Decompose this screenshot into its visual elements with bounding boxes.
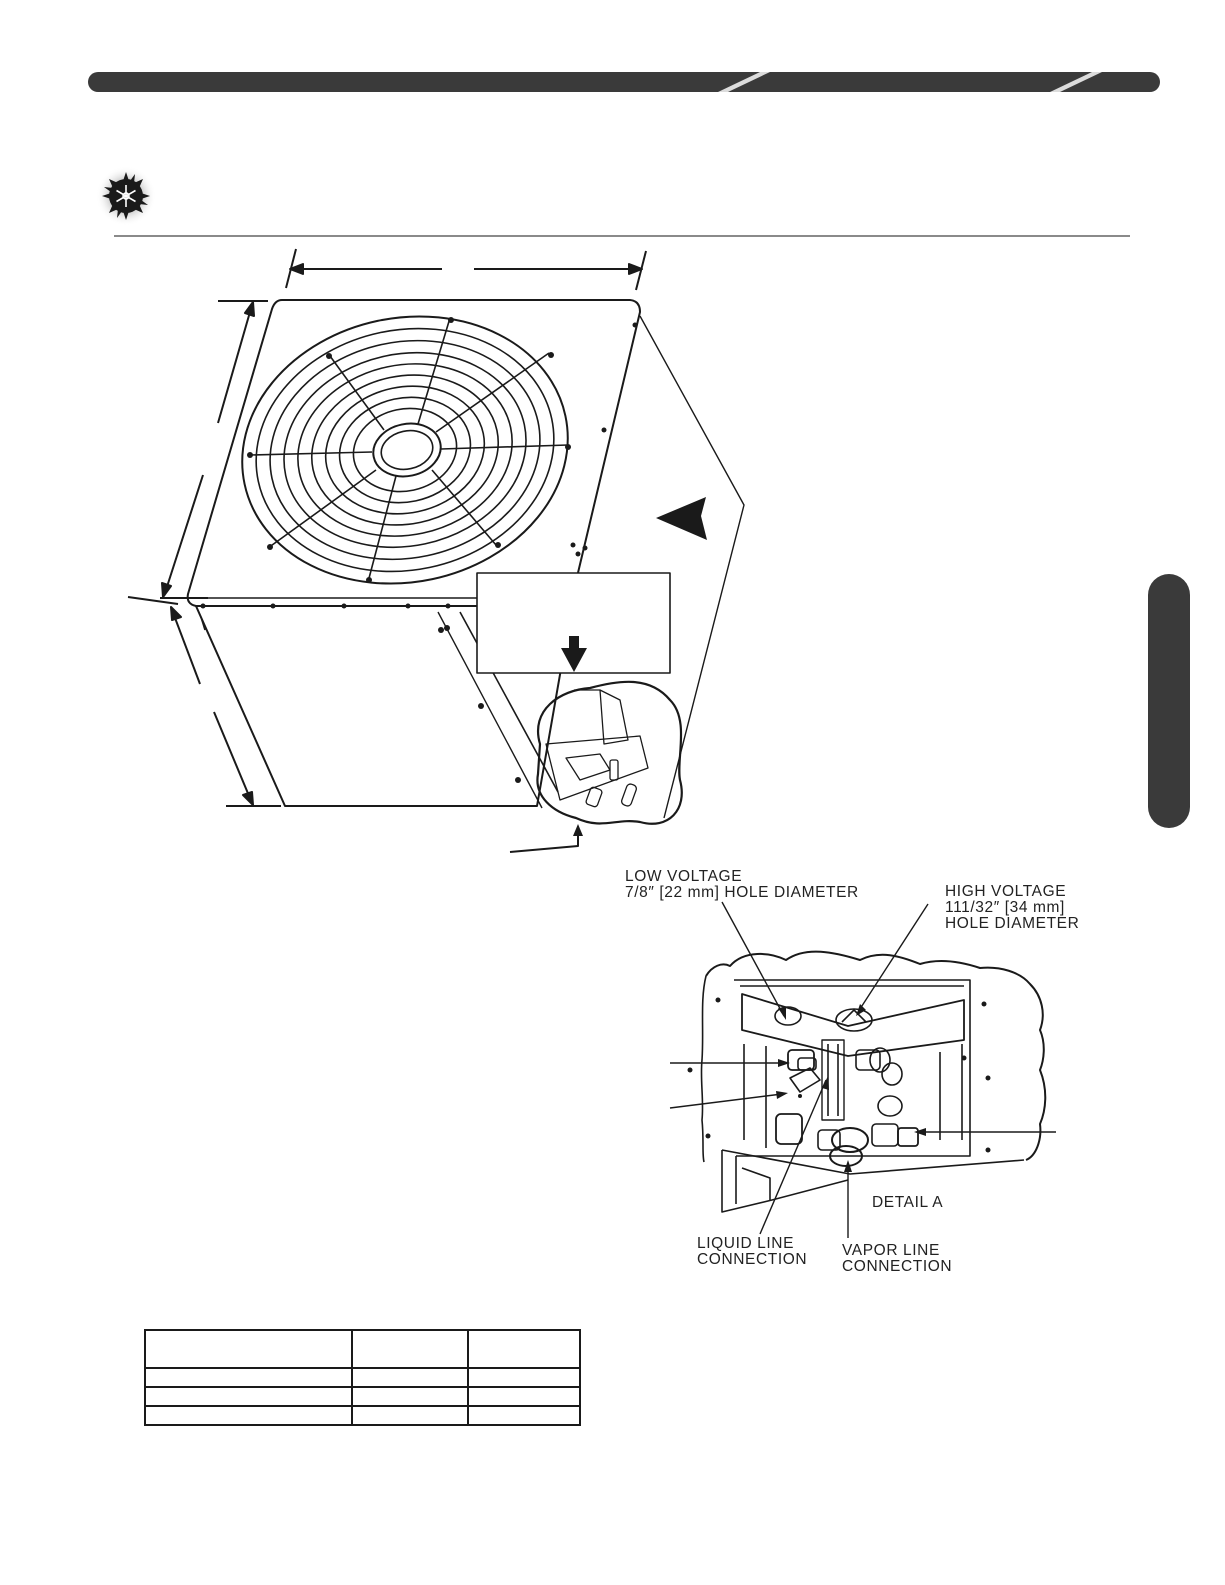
low-voltage-knockout: [775, 1007, 801, 1025]
table-cell: [468, 1368, 581, 1387]
table-cell: [352, 1368, 467, 1387]
header-bar: [88, 72, 1160, 92]
low-voltage-hole-size: 7/8″ [22 mm] HOLE DIAMETER: [625, 884, 859, 901]
table-cell: [145, 1387, 352, 1406]
table-cell: [468, 1387, 581, 1406]
high-voltage-knockout: [836, 1009, 872, 1031]
condensing-unit-icon: [128, 249, 744, 852]
liquid-line-label: [697, 1236, 807, 1268]
table-row: [145, 1368, 580, 1387]
detail-leader-arrow: [510, 824, 583, 852]
high-voltage-title: HIGH VOLTAGE: [945, 883, 1067, 900]
table-cell: [145, 1330, 352, 1368]
liquid-line-title: LIQUID LINE: [697, 1235, 795, 1252]
table-cell: [468, 1406, 581, 1425]
width-dimension: [286, 249, 646, 290]
table-cell: [145, 1368, 352, 1387]
fan-guard: [201, 287, 638, 613]
table-header-row: [145, 1330, 580, 1368]
vapor-line-label: [842, 1243, 952, 1275]
liquid-line-connection: CONNECTION: [697, 1251, 808, 1268]
table-cell: [352, 1330, 467, 1368]
vapor-line-connection: CONNECTION: [842, 1258, 953, 1275]
spec-table: [144, 1329, 581, 1426]
low-voltage-label: [625, 869, 859, 901]
high-voltage-hole-size: 111/32″ [34 mm]: [945, 899, 1065, 916]
table-cell: [145, 1406, 352, 1425]
table-cell: [468, 1330, 581, 1368]
airflow-arrowhead-icon: [656, 497, 707, 540]
table-cell: [352, 1387, 467, 1406]
snowflake-sun-emblem-icon: [96, 166, 156, 226]
detail-a-callout-icon: [537, 682, 681, 824]
high-voltage-label: [945, 884, 1079, 932]
vapor-line-title: VAPOR LINE: [842, 1242, 940, 1259]
table-cell: [352, 1406, 467, 1425]
detail-a-label: DETAIL A: [872, 1194, 944, 1211]
section-side-tab: [1148, 574, 1190, 828]
table-row: [145, 1387, 580, 1406]
detail-a-drawing: [670, 902, 1056, 1238]
depth-dimension: [160, 301, 268, 598]
high-voltage-hole-diameter: HOLE DIAMETER: [945, 915, 1080, 932]
low-voltage-title: LOW VOLTAGE: [625, 868, 743, 885]
service-valve-area: [546, 690, 648, 808]
table-row: [145, 1406, 580, 1425]
